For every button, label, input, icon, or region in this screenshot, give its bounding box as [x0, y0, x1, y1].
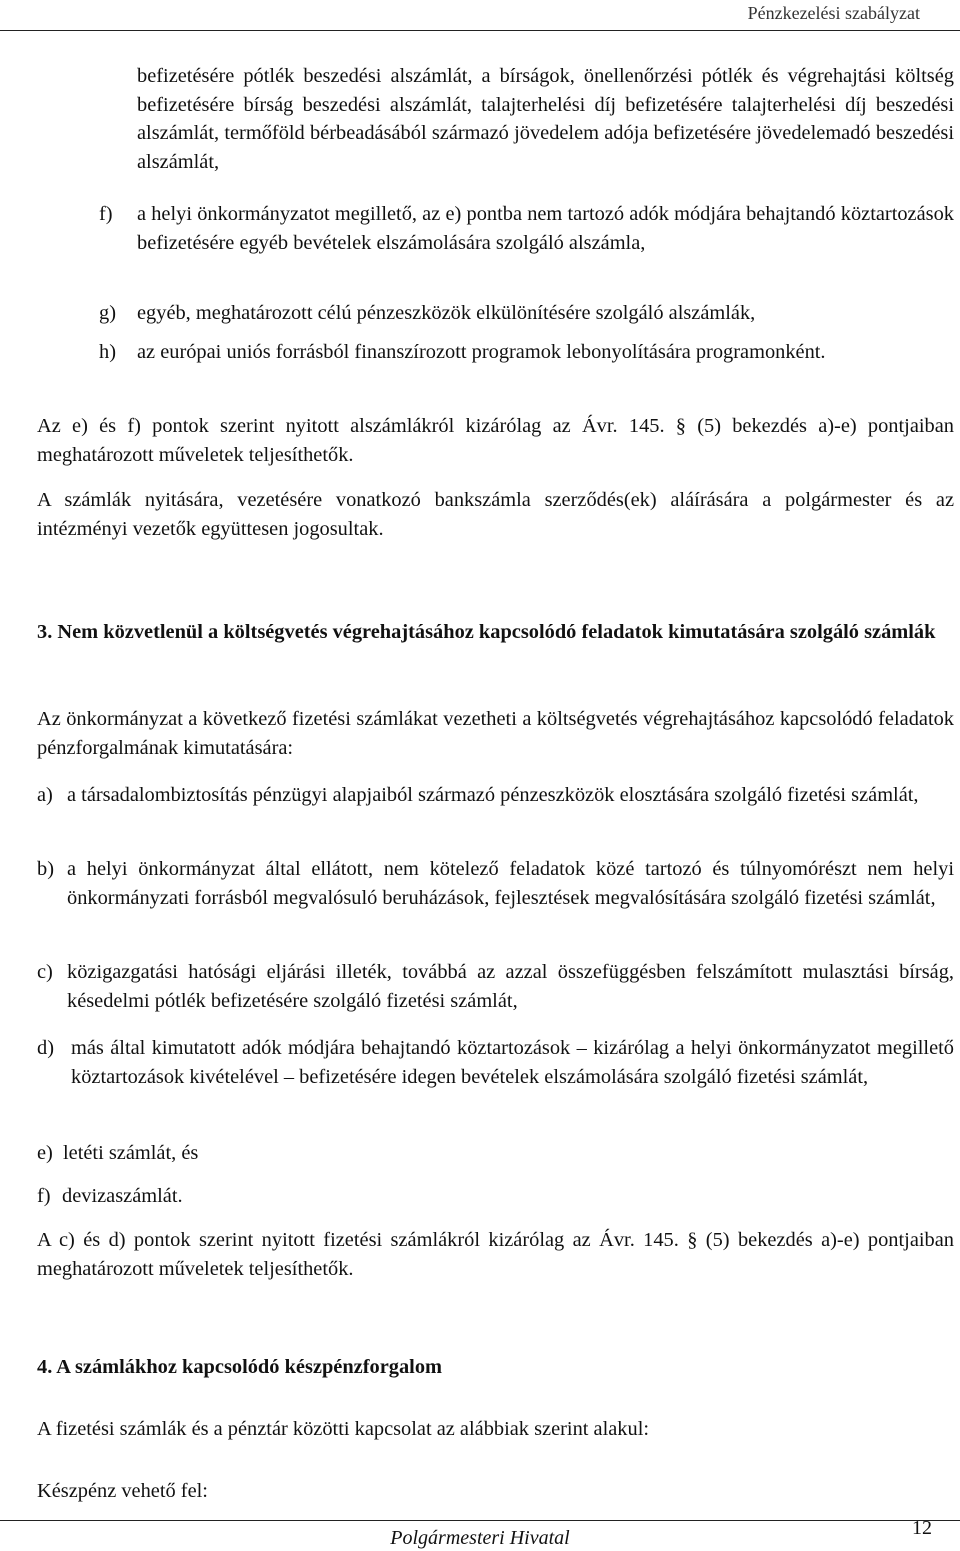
list-item-e [37, 1139, 954, 1168]
section-4-intro: A fizetési számlák és a pénztár közötti kapcsolat az alábbiak szerint alakul: [37, 1418, 650, 1440]
section-3-heading: 3. Nem közvetlenül a költségvetés végrehajtásához kapcsolódó feladatok kimutatására szolgáló számlák [37, 621, 936, 643]
paragraph-signatories: A számlák nyitására, vezetésére vonatkozó bankszámla szerződés(ek) aláírására a polgármester és az intézményi vezetők együttesen jogosultak. [37, 489, 954, 540]
list-item-h [99, 338, 954, 367]
list-item-c [37, 958, 954, 1015]
list-item-text: egyéb, meghatározott célú pénzeszközök elkülönítésére szolgáló alszámlák, [137, 302, 756, 324]
header-title: Pénzkezelési szabályzat [747, 3, 920, 23]
section-4-heading: 4. A számlákhoz kapcsolódó készpénzforgalom [37, 1356, 442, 1378]
section-3-closing: A c) és d) pontok szerint nyitott fizetési számlákról kizárólag az Ávr. 145. § (5) bekezdés a)-e) pontjaiban meghatározott műveletek teljesíthetők. [37, 1229, 954, 1280]
list-item-f [99, 200, 954, 257]
list-item-label: f) [37, 1185, 51, 1207]
list-item-d [37, 1034, 954, 1091]
page-number: 12 [912, 1517, 932, 1539]
list-item-text: devizaszámlát. [62, 1185, 183, 1207]
list-item-label: a) [37, 784, 53, 806]
list-item-label: h) [99, 341, 116, 363]
list-item-text: a helyi önkormányzat által ellátott, nem kötelező feladatok közé tartozó és túlnyomórészt nem helyi önkormányzati forrásból megvalósuló beruházások, fejlesztések megvalósítására szolgáló fizetési számlát, [67, 858, 954, 909]
list-item-b [37, 855, 954, 912]
page-header [0, 0, 960, 31]
intro-paragraph: befizetésére pótlék beszedési alszámlát, a bírságok, önellenőrzési pótlék és végrehajtási költség befizetésére bírság beszedési alszámlát, talajterhelési díj befizetésére talajterhelési díj beszedési alszámlát, termőföld bérbeadásából származó jövedelem adója befizetésére jövedelemadó beszedési alszámlát, [137, 65, 954, 173]
list-item-text: letéti számlát, és [63, 1142, 199, 1164]
list-item-text: a társadalombiztosítás pénzügyi alapjaiból származó pénzeszközök elosztására szolgáló fizetési számlát, [67, 784, 919, 806]
list-item-label: d) [37, 1037, 54, 1059]
list-item-text: más által kimutatott adók módjára behajtandó köztartozások – kizárólag a helyi önkormányzatot megillető köztartozások kivételével – befizetésére idegen bevételek elszámolására szolgáló fizetési számlát, [71, 1037, 954, 1088]
list-item-label: b) [37, 858, 54, 880]
list-item-f2 [37, 1182, 954, 1211]
list-item-label: e) [37, 1142, 53, 1164]
list-item-text: a helyi önkormányzatot megillető, az e) pontba nem tartozó adók módjára behajtandó köztartozások befizetésére egyéb bevételek elszámolására szolgáló alszámla, [137, 203, 954, 254]
section-4-sub: Készpénz vehető fel: [37, 1480, 208, 1502]
list-item-label: g) [99, 302, 116, 324]
list-item-text: az európai uniós forrásból finanszírozott programok lebonyolítására programonként. [137, 341, 826, 363]
list-item-g [99, 299, 954, 328]
list-item-text: közigazgatási hatósági eljárási illeték, továbbá az azzal összefüggésben felszámított mulasztási bírság, késedelmi pótlék befizetésére szolgáló fizetési számlát, [67, 961, 954, 1012]
paragraph-ef-accounts: Az e) és f) pontok szerint nyitott alszámlákról kizárólag az Ávr. 145. § (5) bekezdés a)-e) pontjaiban meghatározott műveletek teljesíthetők. [37, 415, 954, 466]
footer-title: Polgármesteri Hivatal [390, 1527, 570, 1549]
page-footer [0, 1517, 960, 1551]
list-item-label: c) [37, 961, 53, 983]
list-item-label: f) [99, 203, 113, 225]
section-3-intro: Az önkormányzat a következő fizetési számlákat vezetheti a költségvetés végrehajtásához kapcsolódó feladatok pénzforgalmának kimutatására: [37, 708, 954, 759]
list-item-a [37, 781, 954, 810]
